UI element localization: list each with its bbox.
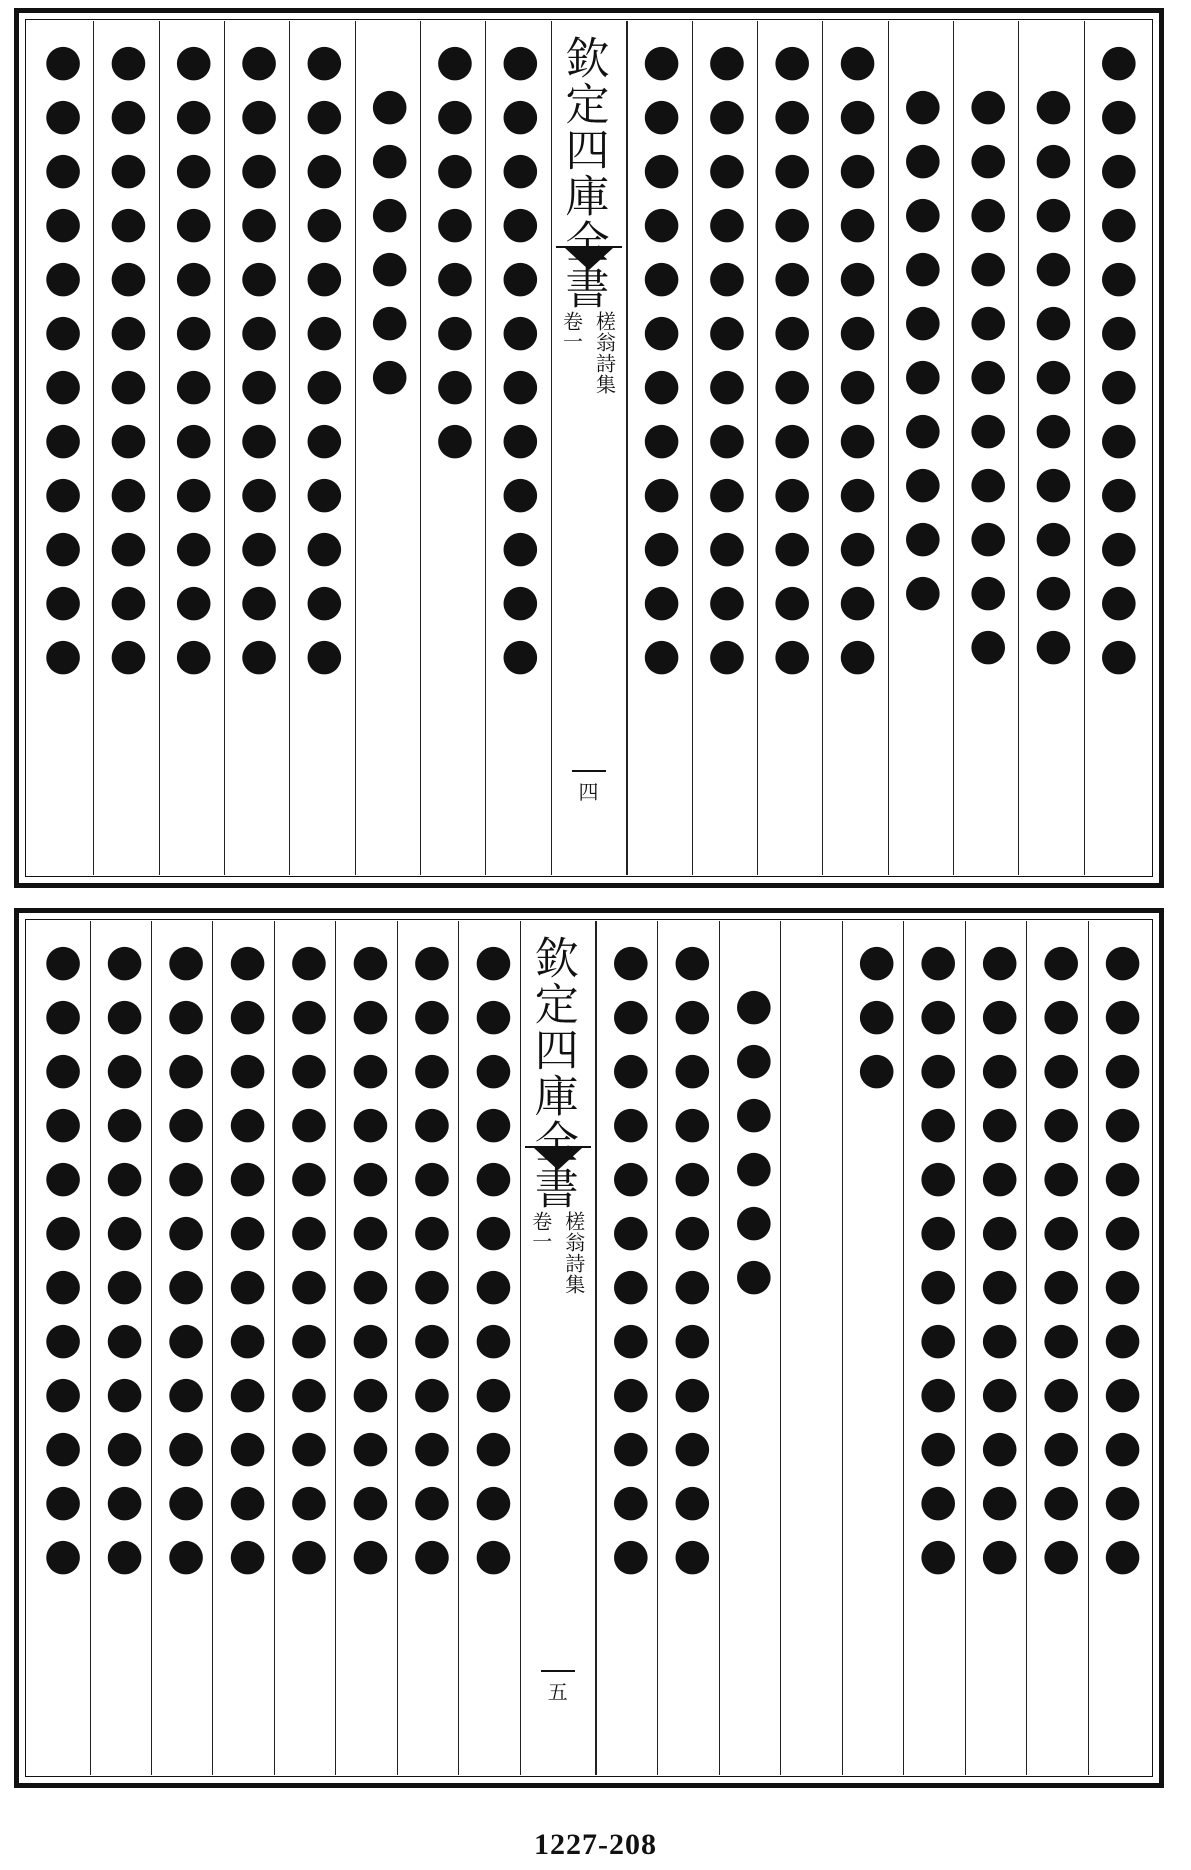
text-column bbox=[93, 21, 158, 875]
column-text: ●●●●●●●●●●●● bbox=[467, 935, 519, 1583]
text-column bbox=[719, 921, 780, 1775]
column-text: ●●●●●●●●●●●● bbox=[766, 35, 818, 683]
text-column bbox=[289, 21, 354, 875]
strip-book-title: 槎翁詩集 bbox=[592, 311, 617, 395]
text-column bbox=[965, 921, 1026, 1775]
text-column bbox=[627, 21, 692, 875]
column-text: ●●●●●●●● bbox=[429, 35, 481, 467]
column-text: ●●●●●●●●●●●● bbox=[701, 35, 753, 683]
strip-title: 欽定四庫全書 bbox=[526, 935, 578, 1211]
text-column bbox=[1026, 921, 1087, 1775]
column-text: ●●●●●●●●●●●● bbox=[832, 35, 884, 683]
text-column bbox=[596, 921, 657, 1775]
strip-page-number: 四 bbox=[552, 770, 626, 805]
column-text: ●●●●●●●●●● bbox=[897, 79, 949, 619]
text-column bbox=[692, 21, 757, 875]
text-column bbox=[335, 921, 396, 1775]
text-column bbox=[842, 921, 903, 1775]
text-column bbox=[1018, 21, 1083, 875]
column-text: ●●●●●●●●●●●● bbox=[283, 935, 335, 1583]
text-column bbox=[1088, 921, 1149, 1775]
column-text: ●●●●●●●●●●●● bbox=[160, 935, 212, 1583]
column-text: ●●●●●●●●●●●● bbox=[494, 35, 546, 683]
column-text: ●●●●●●●●●●●● bbox=[37, 35, 89, 683]
text-column bbox=[757, 21, 822, 875]
column-text: ●●●●●●●●●●●● bbox=[168, 35, 220, 683]
column-text: ●●●●●●●●●●●● bbox=[344, 935, 396, 1583]
text-column bbox=[274, 921, 335, 1775]
strip-volume-label: 卷一 bbox=[528, 1211, 553, 1251]
text-column bbox=[953, 21, 1018, 875]
column-text: ●●●●●●●●●●● bbox=[962, 79, 1014, 673]
strip-volume-label: 卷一 bbox=[559, 311, 584, 351]
column-text: ●●●●●●●●●●●● bbox=[1035, 935, 1087, 1583]
column-text: ●●●●●●●●●●●● bbox=[406, 935, 458, 1583]
center-fold-strip bbox=[520, 921, 596, 1775]
text-column bbox=[780, 921, 841, 1775]
text-column bbox=[151, 921, 212, 1775]
text-column bbox=[224, 21, 289, 875]
text-column bbox=[29, 21, 93, 875]
text-column bbox=[903, 921, 964, 1775]
text-column bbox=[212, 921, 273, 1775]
text-column bbox=[485, 21, 550, 875]
text-column bbox=[159, 21, 224, 875]
page-footer-number: 1227-208 bbox=[534, 1828, 657, 1861]
column-text: ●●●●●●●●●●●● bbox=[974, 935, 1026, 1583]
column-text: ●●●●●●●●●●●● bbox=[1093, 35, 1145, 683]
text-column bbox=[420, 21, 485, 875]
column-text: ●●●●●●●●●●●● bbox=[99, 935, 151, 1583]
top-text-columns bbox=[29, 21, 1149, 875]
strip-book-title: 槎翁詩集 bbox=[561, 1211, 586, 1295]
text-column bbox=[355, 21, 420, 875]
strip-page-number: 五 bbox=[521, 1670, 595, 1705]
text-column bbox=[29, 921, 89, 1775]
text-column bbox=[458, 921, 519, 1775]
top-page-panel bbox=[14, 8, 1164, 888]
text-column bbox=[90, 921, 151, 1775]
text-column bbox=[657, 921, 718, 1775]
column-text bbox=[781, 921, 797, 1775]
column-text: ●●●●●●●●●●●● bbox=[233, 35, 285, 683]
column-text: ●●●●●●●●●●●● bbox=[666, 935, 718, 1583]
text-column bbox=[822, 21, 887, 875]
text-column bbox=[1084, 21, 1149, 875]
bottom-text-columns bbox=[29, 921, 1149, 1775]
column-text: ●●●●●● bbox=[364, 79, 416, 403]
column-text: ●●● bbox=[851, 935, 903, 1097]
column-text: ●●●●●●●●●●●● bbox=[605, 935, 657, 1583]
strip-title: 欽定四庫全書 bbox=[557, 35, 609, 311]
column-text: ●●●●●●●●●●●● bbox=[102, 35, 154, 683]
column-text: ●●●●●●●●●●●● bbox=[636, 35, 688, 683]
column-text: ●●●●●●●●●●●● bbox=[912, 935, 964, 1583]
column-text: ●●●●●● bbox=[728, 979, 780, 1303]
center-fold-strip bbox=[551, 21, 627, 875]
bottom-page-panel bbox=[14, 908, 1164, 1788]
text-column bbox=[888, 21, 953, 875]
column-text: ●●●●●●●●●●●● bbox=[1097, 935, 1149, 1583]
column-text: ●●●●●●●●●●● bbox=[1027, 79, 1079, 673]
column-text: ●●●●●●●●●●●● bbox=[298, 35, 350, 683]
column-text: ●●●●●●●●●●●● bbox=[37, 935, 89, 1583]
text-column bbox=[397, 921, 458, 1775]
column-text: ●●●●●●●●●●●● bbox=[222, 935, 274, 1583]
